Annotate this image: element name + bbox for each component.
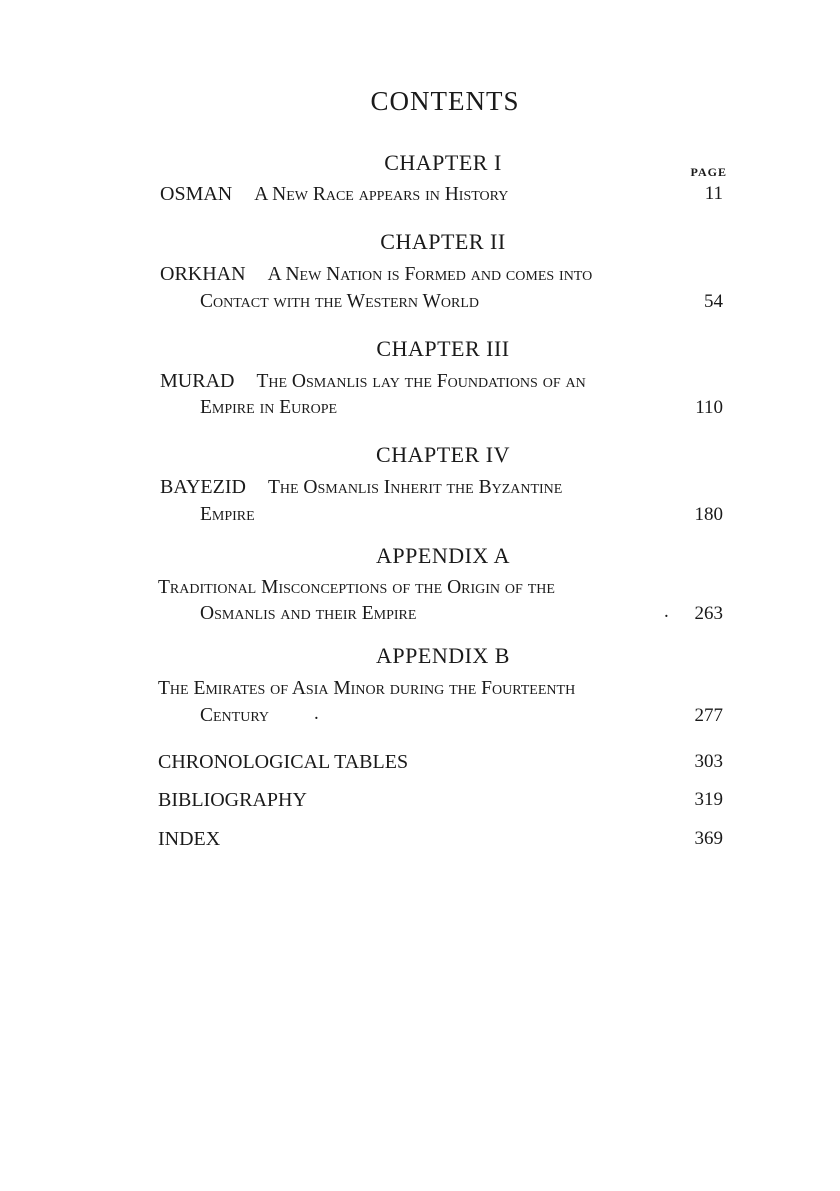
- toc-entry-line[interactable]: [160, 264, 592, 285]
- chapter-description: A New Nation is Formed and comes into: [267, 264, 593, 285]
- toc-entry-index[interactable]: INDEX: [158, 828, 221, 850]
- page-number: 277: [694, 705, 723, 726]
- chapter-name: MURAD: [160, 370, 235, 392]
- chapter-heading: CHAPTER III: [376, 336, 510, 361]
- toc-entry-line[interactable]: Traditional Misconceptions of the Origin of the: [158, 577, 555, 598]
- chapter-heading: CHAPTER IV: [376, 442, 510, 467]
- chapter-description: A New Race appears in History: [254, 184, 509, 205]
- page-column-header: PAGE: [690, 165, 727, 179]
- leader-dot: .: [664, 601, 669, 622]
- page-number: 263: [694, 603, 723, 624]
- page-number: 369: [694, 828, 723, 849]
- page-number: 110: [695, 397, 723, 418]
- chapter-description: The Osmanlis Inherit the Byzantine: [267, 477, 563, 498]
- page-number: 319: [694, 789, 723, 810]
- toc-entry-continuation: Empire: [200, 504, 255, 525]
- appendix-heading: APPENDIX B: [376, 643, 510, 668]
- toc-entry-bibliography[interactable]: BIBLIOGRAPHY: [158, 789, 307, 811]
- toc-entry-line[interactable]: The Emirates of Asia Minor during the Fourteenth: [158, 678, 576, 699]
- toc-entry-line[interactable]: [160, 477, 562, 498]
- appendix-heading: APPENDIX A: [376, 543, 510, 568]
- page-title: CONTENTS: [370, 86, 520, 116]
- toc-entry-chronological-tables[interactable]: CHRONOLOGICAL TABLES: [158, 751, 409, 773]
- chapter-name: BAYEZID: [160, 476, 246, 498]
- chapter-heading: CHAPTER I: [384, 150, 502, 175]
- chapter-heading: CHAPTER II: [380, 229, 506, 254]
- page-number: 11: [704, 183, 723, 204]
- chapter-name: ORKHAN: [160, 263, 246, 285]
- toc-entry-continuation: Century: [200, 705, 270, 726]
- toc-entry-continuation: Contact with the Western World: [200, 291, 480, 312]
- chapter-name: OSMAN: [160, 183, 233, 205]
- page-number: 180: [694, 504, 723, 525]
- page-number: 54: [704, 291, 723, 312]
- toc-entry-continuation: Osmanlis and their Empire: [200, 603, 417, 624]
- chapter-description: The Osmanlis lay the Foundations of an: [256, 371, 586, 392]
- toc-entry-line[interactable]: [160, 371, 586, 392]
- toc-entry-line[interactable]: [160, 184, 508, 205]
- page-number: 303: [694, 751, 723, 772]
- leader-dot: .: [314, 703, 319, 724]
- toc-entry-continuation: Empire in Europe: [200, 397, 338, 418]
